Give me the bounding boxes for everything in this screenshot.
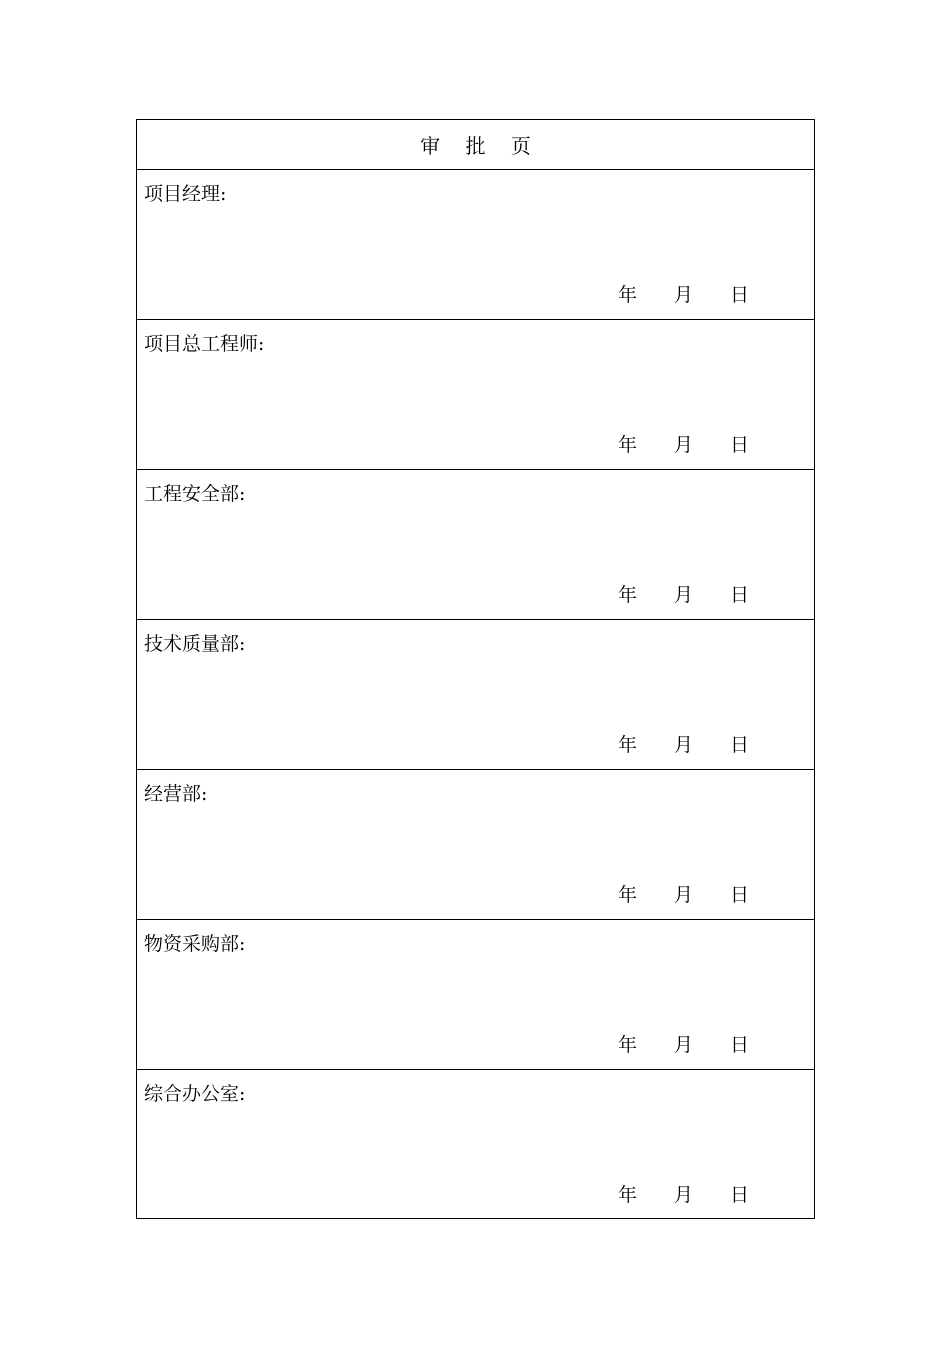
dept-label: 技术质量部: [144, 633, 246, 655]
date-month: 月 [674, 1034, 694, 1056]
date-year: 年 [618, 1184, 638, 1206]
sign-row-quality-dept [137, 620, 814, 770]
table-header [137, 120, 814, 170]
date-year: 年 [618, 584, 638, 606]
date-month: 月 [674, 584, 694, 606]
date-day: 日 [730, 734, 750, 756]
date-year: 年 [618, 884, 638, 906]
sign-row-business-dept [137, 770, 814, 920]
dept-label: 物资采购部: [144, 933, 246, 955]
date-day: 日 [730, 584, 750, 606]
date-line [618, 583, 760, 607]
date-year: 年 [618, 284, 638, 306]
sign-row-chief-engineer [137, 320, 814, 470]
sign-row-safety-dept [137, 470, 814, 620]
date-line [618, 733, 760, 757]
page-title: 审 批 页 [420, 134, 531, 158]
date-day: 日 [730, 434, 750, 456]
sign-row-project-manager [137, 170, 814, 320]
date-line [618, 883, 760, 907]
date-month: 月 [674, 884, 694, 906]
sign-row-general-office [137, 1070, 814, 1219]
approval-table [136, 119, 815, 1219]
date-day: 日 [730, 1034, 750, 1056]
date-month: 月 [674, 434, 694, 456]
dept-label: 工程安全部: [144, 483, 246, 505]
date-year: 年 [618, 734, 638, 756]
date-day: 日 [730, 1184, 750, 1206]
dept-label: 经营部: [144, 783, 208, 805]
date-month: 月 [674, 284, 694, 306]
date-month: 月 [674, 734, 694, 756]
date-line [618, 283, 760, 307]
dept-label: 项目总工程师: [144, 333, 265, 355]
sign-row-procurement-dept [137, 920, 814, 1070]
date-line [618, 1033, 760, 1057]
dept-label: 项目经理: [144, 183, 227, 205]
date-day: 日 [730, 284, 750, 306]
date-year: 年 [618, 1034, 638, 1056]
date-month: 月 [674, 1184, 694, 1206]
date-year: 年 [618, 434, 638, 456]
date-line [618, 1183, 760, 1207]
dept-label: 综合办公室: [144, 1083, 246, 1105]
date-line [618, 433, 760, 457]
date-day: 日 [730, 884, 750, 906]
